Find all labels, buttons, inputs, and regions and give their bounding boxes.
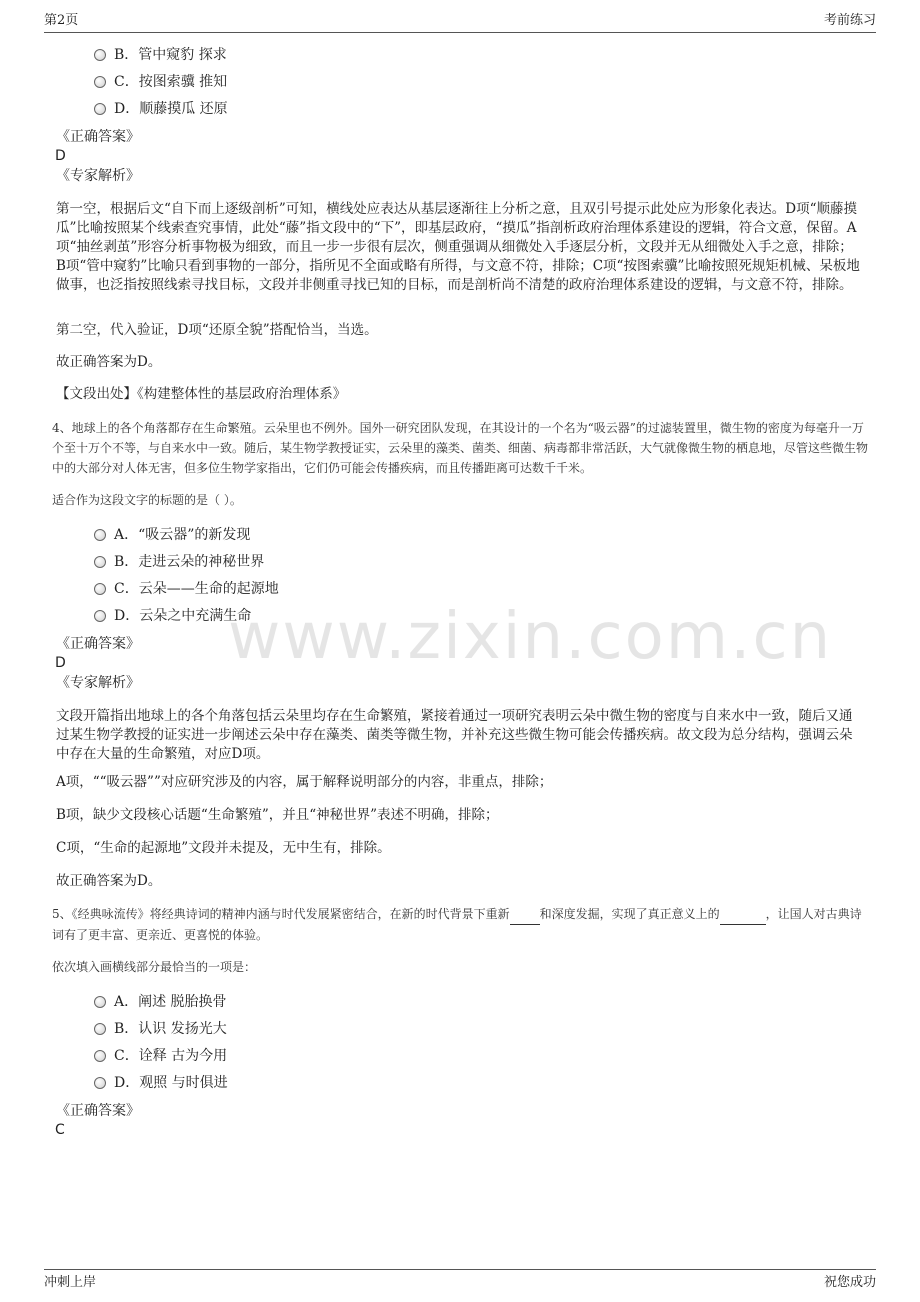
radio-icon[interactable] (94, 529, 106, 541)
q4-analysis-c: C项，“生命的起源地”文段并未提及，无中生有，排除。 (56, 840, 391, 856)
q4-analysis-b: B项，缺少文段核心话题“生命繁殖”，并且“神秘世界”表述不明确，排除； (56, 807, 499, 823)
q3-analysis-paragraph: 第二空，代入验证，D项“还原全貌”搭配恰当，当选。 (56, 322, 378, 338)
q4-prompt: 适合作为这段文字的标题的是（ ）。 (52, 493, 242, 507)
option-label: C．按图索骥 推知 (114, 74, 228, 90)
radio-icon[interactable] (94, 583, 106, 595)
q5-text-part: 5、《经典咏流传》将经典诗词的精神内涵与时代发展紧密结合，在新的时代背景下重新 (52, 907, 510, 921)
radio-icon[interactable] (94, 556, 106, 568)
q5-option-b[interactable] (94, 1020, 227, 1038)
blank-line (720, 904, 766, 925)
radio-icon[interactable] (94, 103, 106, 115)
q4-analysis-paragraph: 文段开篇指出地球上的各个角落包括云朵里均存在生命繁殖，紧接着通过一项研究表明云朵中微生物的密度与自来水中一致，随后又通过某生物学教授的证实进一步阐述云朵中存在藻类、菌类等微生物，并补充这些微生物可能会传播疾病。故文段为总分结构，强调云朵中存在大量的生命繁殖，对应D项。 (56, 708, 853, 762)
q5-text-part: ，让国人对古典诗词有了更丰富、更亲近、更喜悦的体验。 (52, 907, 862, 942)
header-title: 考前练习 (823, 13, 876, 28)
q4-option-c[interactable] (94, 580, 279, 598)
option-label: A．“吸云器”的新发现 (114, 527, 251, 543)
q3-source: 【文段出处】《构建整体性的基层政府治理体系》 (56, 386, 347, 402)
q4-option-b[interactable] (94, 553, 264, 571)
q5-option-c[interactable] (94, 1047, 227, 1065)
q4-answer-label: 《正确答案》 (56, 636, 140, 652)
q5-option-d[interactable] (94, 1074, 228, 1092)
q3-analysis-label: 《专家解析》 (56, 168, 140, 184)
q5-text (52, 904, 868, 945)
q4-option-d[interactable] (94, 607, 251, 625)
option-label: C．云朵——生命的起源地 (114, 581, 279, 597)
q4-option-a[interactable] (94, 526, 250, 544)
q4-analysis-label: 《专家解析》 (56, 675, 140, 691)
page-number: 第2页 (44, 13, 79, 28)
radio-icon[interactable] (94, 996, 106, 1008)
q4-analysis-conclusion: 故正确答案为D。 (56, 873, 162, 889)
q5-answer-label: 《正确答案》 (56, 1103, 140, 1119)
q4-answer: D (55, 655, 66, 671)
q4-analysis-a: A项，““吸云器””对应研究涉及的内容，属于解释说明部分的内容，非重点，排除； (56, 774, 553, 790)
option-label: B．管中窥豹 探求 (114, 47, 227, 63)
blank-line (510, 904, 540, 925)
option-label: D．观照 与时俱进 (114, 1075, 228, 1091)
q5-prompt: 依次填入画横线部分最恰当的一项是： (52, 960, 257, 974)
radio-icon[interactable] (94, 1077, 106, 1089)
radio-icon[interactable] (94, 1023, 106, 1035)
q3-option-d[interactable] (94, 100, 228, 118)
option-label: A．阐述 脱胎换骨 (114, 994, 227, 1010)
q3-analysis-paragraph: 第一空，根据后文“自下而上逐级剖析”可知，横线处应表达从基层逐渐往上分析之意，且双引号提示此处应为形象化表达。D项“顺藤摸瓜”比喻按照某个线索查究事情，此处“藤”指文段中的“下”，即基层政府，“摸瓜”指剖析政府治理体系建设的逻辑，符合文意，保留。A项“抽丝剥茧”形容分析事物极为细致，而且一步一步很有层次，侧重强调从细微处入手逐层分析，文段并无从细微处入手之意，排除；B项“管中窥豹”比喻只看到事物的一部分，指所见不全面或略有所得，与文意不符，排除；C项“按图索骥”比喻按照死规矩机械、呆板地做事，也泛指按照线索寻找目标，文段并非侧重寻找已知的目标，而是剖析尚不清楚的政府治理体系建设的逻辑，与文意不符，排除。 (56, 201, 860, 293)
option-label: B．认识 发扬光大 (114, 1021, 227, 1037)
option-label: B．走进云朵的神秘世界 (114, 554, 265, 570)
q3-option-c[interactable] (94, 73, 227, 91)
option-label: C．诠释 古为今用 (114, 1048, 228, 1064)
q5-option-a[interactable] (94, 993, 227, 1011)
radio-icon[interactable] (94, 49, 106, 61)
option-label: D．云朵之中充满生命 (114, 608, 252, 624)
page-footer (44, 1269, 876, 1292)
q5-answer: C (55, 1122, 65, 1138)
q3-analysis-conclusion: 故正确答案为D。 (56, 354, 162, 370)
option-label: D．顺藤摸瓜 还原 (114, 101, 228, 117)
footer-right-text: 祝您成功 (823, 1275, 876, 1290)
footer-left-text: 冲刺上岸 (44, 1275, 97, 1290)
q3-option-b[interactable] (94, 46, 227, 64)
q3-answer-label: 《正确答案》 (56, 129, 140, 145)
page-header (44, 10, 876, 33)
radio-icon[interactable] (94, 610, 106, 622)
q4-text: 4、地球上的各个角落都存在生命繁殖。云朵里也不例外。国外一研究团队发现，在其设计的一个名为“吸云器”的过滤装置里，微生物的密度为每毫升一万个至十万个不等，与自来水中一致。随后，某生物学教授证实，云朵里的藻类、菌类、细菌、病毒都非常活跃，大气就像微生物的栖息地，尽管这些微生物中的大部分对人体无害，但多位生物学家指出，它们仍可能会传播疾病，而且传播距离可达数千千米。 (52, 421, 869, 475)
watermark: www.zixin.com.cn (228, 600, 833, 674)
q5-text-part: 和深度发掘，实现了真正意义上的 (539, 907, 720, 921)
radio-icon[interactable] (94, 1050, 106, 1062)
radio-icon[interactable] (94, 76, 106, 88)
q3-answer: D (55, 148, 66, 164)
